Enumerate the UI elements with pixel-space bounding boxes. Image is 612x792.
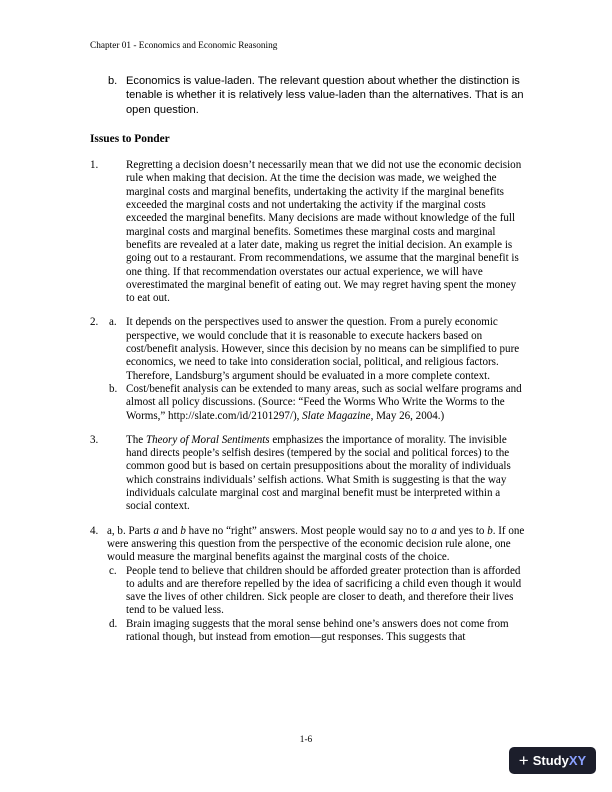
part-ref: a [153,524,159,537]
issue-1 [90,159,527,305]
item-label: b. [108,75,118,87]
issue-4-part-ab [107,525,527,565]
part-label: d. [109,617,118,630]
carryover-item-b [108,74,527,117]
part-text-seg: and [158,524,181,537]
page-number: 1-6 [299,735,313,745]
issue-2-part-a [107,316,527,382]
brand-main: Study [532,753,569,768]
part-label: c. [109,564,117,577]
part-ref: b [487,524,493,537]
text-pre: The [126,433,146,446]
brand-accent: XY [568,753,587,768]
part-ref: b [180,524,186,537]
issue-2-part-b [107,383,527,423]
part-text [107,525,527,565]
source-title: Slate Magazine [302,409,371,422]
issue-number: 3. [90,433,99,446]
part-text-1: Cost/benefit analysis can be extended to many areas, such as social welfare programs and almost all policy discussions. (Source: “Feed the Worms Who Write the Worms to the Worms,” http://slate.com/id/2101297/), [126,382,522,422]
section-heading: Issues to Ponder [90,132,170,145]
part-label: a. [109,316,117,329]
issue-text [126,434,527,514]
issue-3 [90,434,527,514]
part-label: b. [109,382,118,395]
issue-4-part-c [107,565,527,618]
part-label: a, b. [107,524,126,537]
part-text-seg: . If one were answering this question from the perspective of the economic decision rule alone, one would measure the marginal benefits against the marginal costs of the choice. [107,524,525,564]
issue-4-part-d [107,618,527,645]
part-text-seg: and yes to [436,524,488,537]
item-text: Economics is value-laden. The relevant question about whether the distinction is tenable is whether it is relatively less value-laden than the alternatives. That is an open question. [126,75,524,116]
plus-icon: + [518,751,529,770]
part-text: Brain imaging suggests that the moral sense behind one’s answers does not come from rational though, but instead from emotion—gut responses. This suggests that [126,617,509,643]
issue-number: 2. [90,316,99,329]
page-content [90,74,527,655]
book-title: Theory of Moral Sentiments [145,433,270,446]
part-ref: a [431,524,437,537]
issue-4 [90,525,527,645]
issue-number: 1. [90,159,99,172]
issue-number: 4. [90,524,99,537]
issue-text: Regretting a decision doesn’t necessarily mean that we did not use the economic decision rule when making that decision. At the time the decision was made, we weighed the marginal costs and marginal benefits, undertaking the activity if the marginal benefits exceeded the marginal costs and not undertaking the activity if the marginal costs exceeded the marginal benefits. Many decisions are made without knowledge of the full marginal costs and marginal benefits. Sometimes these marginal costs and marginal benefits are revealed at a later date, making us regret the initial decision. An example is going out to a restaurant. From recommendations, we assume that the marginal benefit is one thing. If that recommendation overstates our actual experience, we will have overestimated the marginal benefit of eating out. We may regret having spent the money to eat out. [126,159,522,305]
text-post: emphasizes the importance of morality. The invisible hand directs people’s selfish desires (tempered by the social and political forces) to the common good but is based on certain presuppositions about the morality of individuals which constrains individuals’ selfish actions. What Smith is suggesting is that the way individuals calculate marginal cost and marginal benefit must be interpreted within a social context. [126,433,511,513]
part-text-2: , May 26, 2004.) [370,409,445,422]
part-text-seg: Parts [125,524,154,537]
part-text-seg: have no “right” answers. Most people would say no to [185,524,432,537]
studyxy-badge[interactable] [509,747,596,774]
part-text: It depends on the perspectives used to answer the question. From a purely economic perspective, we would conclude that it is reasonable to execute hackers based on cost/benefit analysis. However, since this decision by no means can be simplified to pure economics, we need to take into consideration social, political, and religious factors. Therefore, Landsburg’s argument should be evaluated in a more complete context. [126,316,520,382]
part-text: People tend to believe that children should be afforded greater protection than is afforded to adults and are therefore repelled by the idea of sacrificing a child even though it would save the lives of other children. Sick people are closer to death, and therefore their lives tend to be valued less. [126,564,522,617]
issue-2 [90,316,527,422]
part-text [126,383,527,423]
running-header: Chapter 01 - Economics and Economic Reasoning [90,41,278,51]
